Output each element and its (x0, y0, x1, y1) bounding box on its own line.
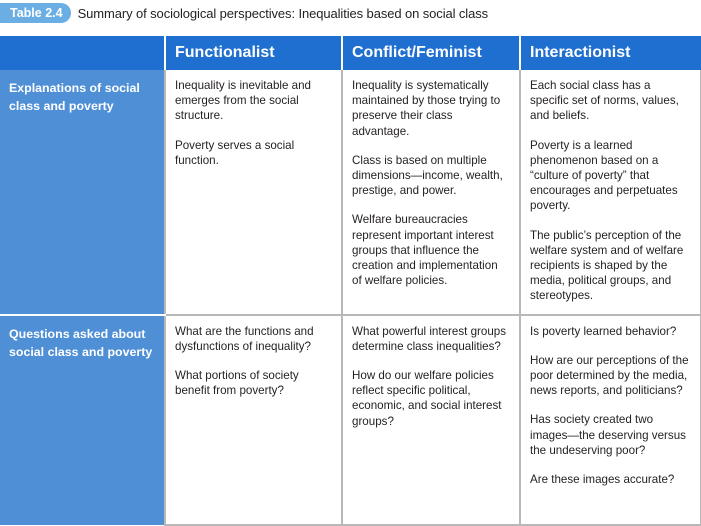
cell-paragraph: Inequality is systematically maintained by those trying to preserve their class advantage. (352, 79, 501, 138)
header-corner (0, 36, 165, 70)
cell-paragraph: Poverty serves a social function. (175, 138, 295, 167)
cell-paragraph: The public’s perception of the welfare system and of welfare recipients is shaped by the media, political groups, and stereotypes. (530, 228, 684, 303)
cell-paragraph: Has society created two images—the deserving versus the undeserving poor? (530, 413, 686, 457)
row-header-explanations: Explanations of social class and poverty (0, 70, 165, 315)
header-row (0, 36, 701, 70)
cell-interactionist-explanations (520, 70, 701, 315)
cell-interactionist-questions (520, 315, 701, 525)
cell-conflict-explanations (342, 70, 520, 315)
cell-paragraph: Each social class has a specific set of norms, values, and beliefs. (530, 79, 679, 123)
cell-paragraph: How are our perceptions of the poor determined by the media, news reports, and politicians? (530, 353, 689, 398)
row-header-questions: Questions asked about social class and poverty (0, 315, 165, 525)
table-row (0, 315, 701, 525)
table-row (0, 70, 701, 315)
table-number-badge: Table 2.4 (0, 3, 71, 23)
table-title: Summary of sociological perspectives: Inequalities based on social class (77, 5, 489, 21)
cell-paragraph: Poverty is a learned phenomenon based on a “culture of poverty” that encourages and perpetuates poverty. (530, 138, 678, 213)
cell-functionalist-questions (165, 315, 342, 525)
cell-paragraph: What are the functions and dysfunctions of inequality? (175, 324, 314, 353)
cell-paragraph: What portions of society benefit from poverty? (175, 368, 299, 398)
header-functionalist: Functionalist (165, 36, 342, 70)
header-interactionist: Interactionist (520, 36, 701, 70)
cell-paragraph: Are these images accurate? (530, 472, 675, 486)
table-caption (0, 2, 488, 24)
cell-paragraph: How do our welfare policies reflect specific political, economic, and social interest groups? (352, 368, 502, 428)
cell-conflict-questions (342, 315, 520, 525)
header-conflict-feminist: Conflict/Feminist (342, 36, 520, 70)
cell-functionalist-explanations (165, 70, 342, 315)
cell-paragraph: Inequality is inevitable and emerges from the social structure. (175, 79, 311, 123)
cell-paragraph: Welfare bureaucracies represent important interest groups that influence the creation and implementation of welfare policies. (352, 213, 498, 288)
perspectives-table (0, 36, 701, 526)
cell-paragraph: Class is based on multiple dimensions—income, wealth, prestige, and power. (352, 153, 503, 198)
cell-paragraph: Is poverty learned behavior? (530, 324, 677, 338)
cell-paragraph: What powerful interest groups determine class inequalities? (352, 324, 507, 353)
